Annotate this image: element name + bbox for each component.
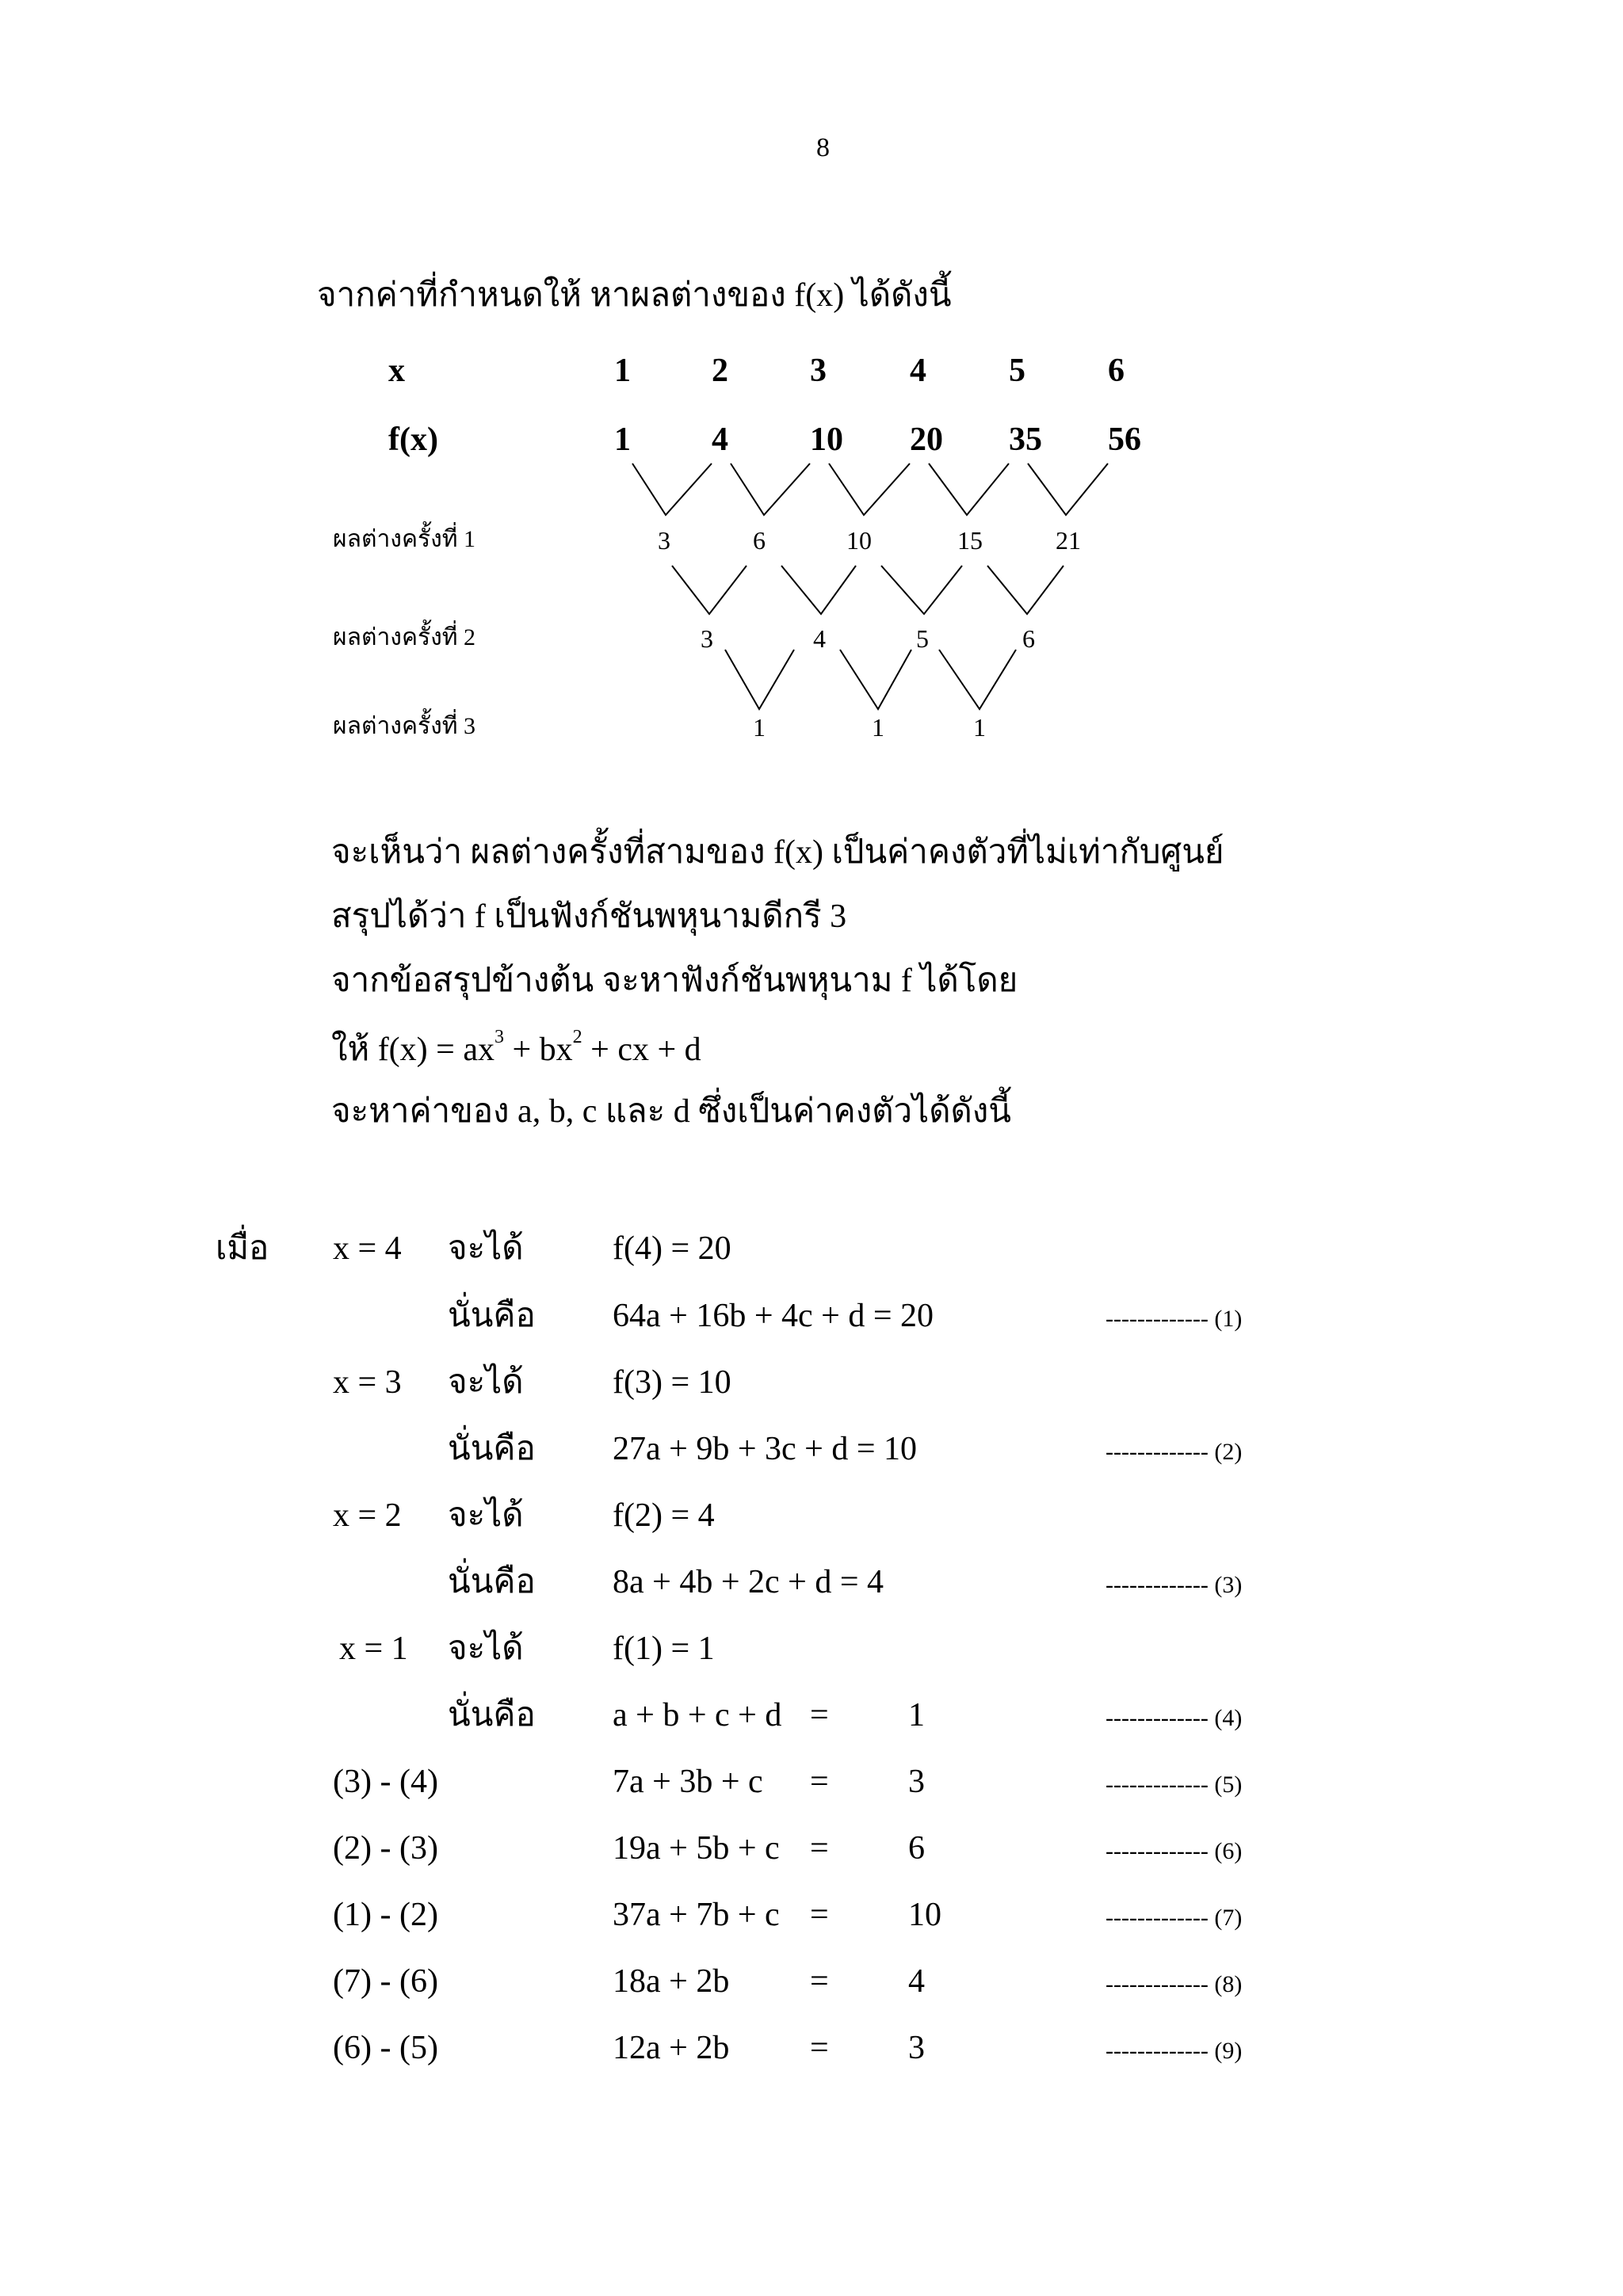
fx-value: 10 <box>810 421 843 458</box>
diff-connector <box>781 566 856 614</box>
diff-connector <box>725 650 794 709</box>
rhs-value: 6 <box>908 1830 925 1867</box>
diff-label-1: ผลต่างครั้งที่ 1 <box>333 526 476 552</box>
subtraction-lhs: 19a + 5b + c <box>613 1830 780 1867</box>
x-value: 4 <box>910 353 926 389</box>
paragraph-line: สรุปได้ว่า f เป็นฟังก์ชันพหุนามดีกรี 3 <box>331 898 847 935</box>
diff-connector <box>632 463 712 515</box>
page-number: 8 <box>816 133 830 162</box>
subtraction-lhs: 18a + 2b <box>613 1963 730 2000</box>
fx-row-label: f(x) <box>388 421 438 458</box>
diff-label-3: ผลต่างครั้งที่ 3 <box>333 713 476 739</box>
case-equation: 64a + 16b + 4c + d = 20 <box>613 1298 934 1334</box>
diff-connector <box>829 463 910 515</box>
paragraph-line: จะหาค่าของ a, b, c และ d ซึ่งเป็นค่าคงตัวได้ดังนี้ <box>331 1093 1011 1130</box>
equation-ref: ------------- (5) <box>1106 1772 1243 1798</box>
diff-label-2: ผลต่างครั้งที่ 2 <box>333 624 476 650</box>
case-x: x = 4 <box>333 1230 402 1267</box>
subtraction-lhs: 37a + 7b + c <box>613 1897 780 1933</box>
subtraction-op: (7) - (6) <box>333 1963 438 2000</box>
equals-sign: = <box>810 1697 829 1733</box>
intro-text: จากค่าที่กำหนดให้ หาผลต่างของ f(x) ได้ดังนี้ <box>317 277 952 314</box>
rhs-value: 1 <box>908 1697 925 1733</box>
rhs-value: 3 <box>908 2030 925 2066</box>
equals-sign: = <box>810 1897 829 1933</box>
equals-sign: = <box>810 1963 829 2000</box>
x-value: 2 <box>712 353 728 389</box>
second-diff: 3 <box>701 624 713 653</box>
fx-value: 35 <box>1009 421 1042 458</box>
fx-value: 4 <box>712 421 728 458</box>
first-diff: 21 <box>1056 526 1081 555</box>
subtraction-lhs: 7a + 3b + c <box>613 1764 763 1800</box>
diff-connector <box>840 650 911 709</box>
x-value: 6 <box>1108 353 1125 389</box>
third-diff: 1 <box>753 713 766 742</box>
equation-ref: ------------- (8) <box>1106 1971 1243 1997</box>
equals-sign: = <box>810 2030 829 2066</box>
equals-sign: = <box>810 1764 829 1800</box>
first-diff: 3 <box>658 526 670 555</box>
equation-ref: ------------- (2) <box>1106 1439 1243 1465</box>
case-then: จะได้ <box>448 1230 524 1267</box>
equation-ref: ------------- (9) <box>1106 2038 1243 2064</box>
case-x: x = 3 <box>333 1364 402 1401</box>
case-meaning: นั่นคือ <box>448 1431 536 1467</box>
polynomial-formula: ให้ $f(x) = ax^3 + bx^2$ + cx + d <box>331 1027 701 1068</box>
equation-ref: ------------- (7) <box>1106 1905 1243 1931</box>
case-equation: 27a + 9b + 3c + d = 10 <box>613 1431 918 1467</box>
case-value: f(4) = 20 <box>613 1230 731 1267</box>
equation-ref: ------------- (4) <box>1106 1705 1243 1731</box>
equals-sign: = <box>810 1830 829 1867</box>
equation-ref: ------------- (6) <box>1106 1838 1243 1864</box>
subtraction-op: (6) - (5) <box>333 2030 438 2066</box>
case-meaning: นั่นคือ <box>448 1697 536 1733</box>
fx-value: 1 <box>614 421 631 458</box>
third-diff: 1 <box>872 713 884 742</box>
first-diff: 6 <box>753 526 766 555</box>
paragraph-line: จะเห็นว่า ผลต่างครั้งที่สามของ f(x) เป็นค่าคงตัวที่ไม่เท่ากับศูนย์ <box>331 834 1224 871</box>
second-diff: 5 <box>916 624 929 653</box>
case-value: f(1) = 1 <box>613 1630 715 1667</box>
subtraction-op: (2) - (3) <box>333 1830 438 1867</box>
diff-connector <box>1028 463 1108 515</box>
equation-ref: ------------- (3) <box>1106 1572 1243 1598</box>
rhs-value: 10 <box>908 1897 941 1933</box>
subtraction-op: (1) - (2) <box>333 1897 438 1933</box>
first-diff: 10 <box>846 526 872 555</box>
when-label: เมื่อ <box>216 1230 269 1267</box>
case-then: จะได้ <box>448 1364 524 1401</box>
case-meaning: นั่นคือ <box>448 1564 536 1600</box>
subtraction-op: (3) - (4) <box>333 1764 438 1800</box>
diff-connector <box>731 463 810 515</box>
rhs-value: 4 <box>908 1963 925 2000</box>
diff-connector <box>929 463 1009 515</box>
rhs-value: 3 <box>908 1764 925 1800</box>
equation-ref: ------------- (1) <box>1106 1306 1243 1332</box>
case-then: จะได้ <box>448 1630 524 1667</box>
diff-connector <box>672 566 747 614</box>
case-equation: 8a + 4b + 2c + d = 4 <box>613 1564 884 1600</box>
x-value: 5 <box>1009 353 1025 389</box>
x-value: 1 <box>614 353 631 389</box>
case-value: f(2) = 4 <box>613 1497 715 1534</box>
diff-connector <box>987 566 1064 614</box>
case-value: f(3) = 10 <box>613 1364 731 1401</box>
case-meaning: นั่นคือ <box>448 1298 536 1334</box>
third-diff: 1 <box>973 713 986 742</box>
case-x: x = 2 <box>333 1497 402 1534</box>
second-diff: 4 <box>813 624 826 653</box>
diff-connector <box>939 650 1016 709</box>
subtraction-lhs: 12a + 2b <box>613 2030 730 2066</box>
first-diff: 15 <box>957 526 983 555</box>
x-value: 3 <box>810 353 827 389</box>
diff-connector <box>881 566 962 614</box>
fx-value: 20 <box>910 421 943 458</box>
case-x: x = 1 <box>339 1630 408 1667</box>
second-diff: 6 <box>1022 624 1035 653</box>
fx-value: 56 <box>1108 421 1141 458</box>
x-row-label: x <box>388 353 405 389</box>
case-then: จะได้ <box>448 1497 524 1534</box>
case-equation: a + b + c + d <box>613 1697 782 1733</box>
paragraph-line: จากข้อสรุปข้างต้น จะหาฟังก์ชันพหุนาม f ได้โดย <box>331 963 1018 999</box>
